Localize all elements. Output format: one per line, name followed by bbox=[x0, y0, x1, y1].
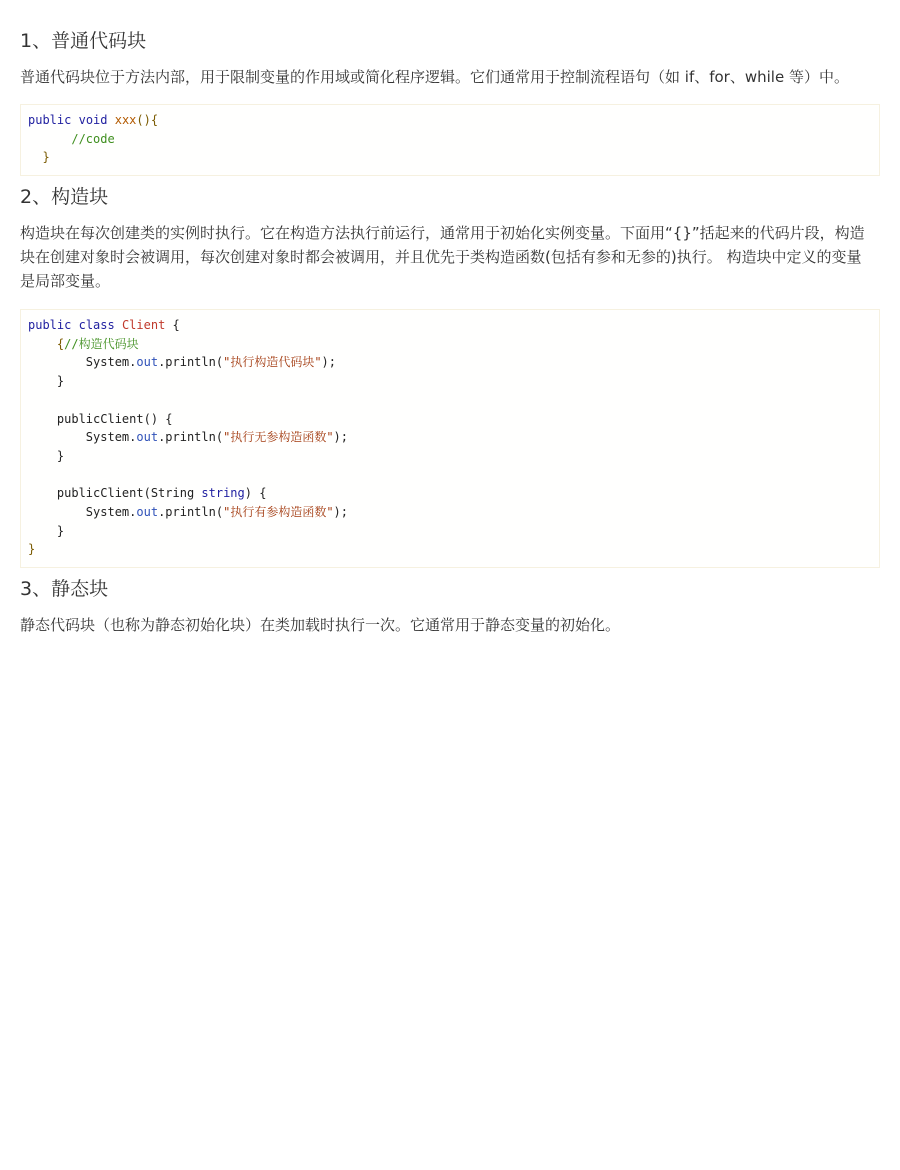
code-identifier: System. bbox=[85, 430, 137, 445]
code-field: out bbox=[136, 430, 159, 445]
code-line bbox=[28, 353, 871, 372]
code-punctuation: ); bbox=[333, 430, 348, 445]
code-string: "执行无参构造函数" bbox=[223, 430, 334, 445]
code-field: out bbox=[136, 504, 159, 519]
code-punctuation: { bbox=[56, 336, 65, 351]
code-punctuation: ); bbox=[321, 355, 336, 370]
code-punctuation: (){ bbox=[136, 113, 159, 127]
code-line bbox=[28, 522, 871, 541]
code-keyword: void bbox=[78, 113, 108, 127]
code-line bbox=[28, 372, 871, 391]
code-keyword: class bbox=[78, 318, 115, 333]
code-line bbox=[28, 130, 871, 149]
code-identifier: .println( bbox=[158, 355, 224, 370]
code-line bbox=[28, 335, 871, 354]
code-line bbox=[28, 503, 871, 522]
code-block-constructor bbox=[20, 309, 880, 568]
code-line bbox=[28, 484, 871, 503]
code-identifier: publicClient() { bbox=[56, 411, 173, 426]
code-line bbox=[28, 428, 871, 447]
code-keyword: public bbox=[28, 113, 72, 127]
code-class-name: Client bbox=[121, 318, 166, 333]
section-title-static-block: 3、静态块 bbox=[20, 578, 109, 600]
code-punctuation: { bbox=[172, 318, 180, 333]
code-line bbox=[28, 447, 871, 466]
code-punctuation: } bbox=[56, 523, 65, 538]
section-title-constructor-block: 2、构造块 bbox=[20, 186, 109, 209]
code-punctuation: } bbox=[28, 542, 36, 557]
code-keyword: public bbox=[28, 318, 72, 333]
code-line bbox=[28, 111, 871, 130]
code-string: "执行有参构造函数" bbox=[223, 504, 334, 519]
code-field: out bbox=[136, 355, 159, 370]
code-punctuation: } bbox=[42, 150, 50, 165]
code-line bbox=[28, 410, 871, 429]
code-block-normal bbox=[20, 104, 880, 176]
code-punctuation: } bbox=[56, 374, 65, 389]
code-line-blank bbox=[28, 466, 871, 485]
code-string: "执行构造代码块" bbox=[223, 355, 322, 370]
section-paragraph-static-block: 静态代码块（也称为静态初始化块）在类加载时执行一次。它通常用于静态变量的初始化。 bbox=[20, 616, 621, 634]
code-identifier: System. bbox=[85, 355, 137, 370]
code-identifier: ) { bbox=[244, 486, 267, 501]
code-punctuation: ); bbox=[333, 504, 348, 519]
section-paragraph-constructor-block: 构造块在每次创建类的实例时执行。它在构造方法执行前运行，通常用于初始化实例变量。下面用“{}”括起来的代码片段，构造块在创建对象时会被调用，每次创建对象时都会被调用，并且优先于类构造函数(包括有参和无参的)执行。 构造块中定义的变量是局部变量。 bbox=[20, 224, 865, 291]
code-line-blank bbox=[28, 391, 871, 410]
code-identifier: .println( bbox=[158, 430, 224, 445]
code-punctuation: } bbox=[56, 448, 65, 463]
code-comment: //code bbox=[71, 131, 115, 146]
code-identifier: System. bbox=[85, 504, 137, 519]
code-line bbox=[28, 316, 871, 335]
code-method-name: xxx bbox=[114, 113, 137, 127]
section-title-normal-block: 1、普通代码块 bbox=[20, 30, 147, 52]
code-identifier: publicClient(String bbox=[56, 486, 202, 501]
code-comment: //构造代码块 bbox=[64, 336, 139, 351]
section-paragraph-normal-block: 普通代码块位于方法内部，用于限制变量的作用域或简化程序逻辑。它们通常用于控制流程语句（如 if、for、while 等）中。 bbox=[20, 68, 849, 86]
code-identifier: .println( bbox=[158, 504, 224, 519]
code-line bbox=[28, 148, 871, 167]
code-parameter: string bbox=[201, 486, 245, 501]
code-line bbox=[28, 540, 871, 559]
